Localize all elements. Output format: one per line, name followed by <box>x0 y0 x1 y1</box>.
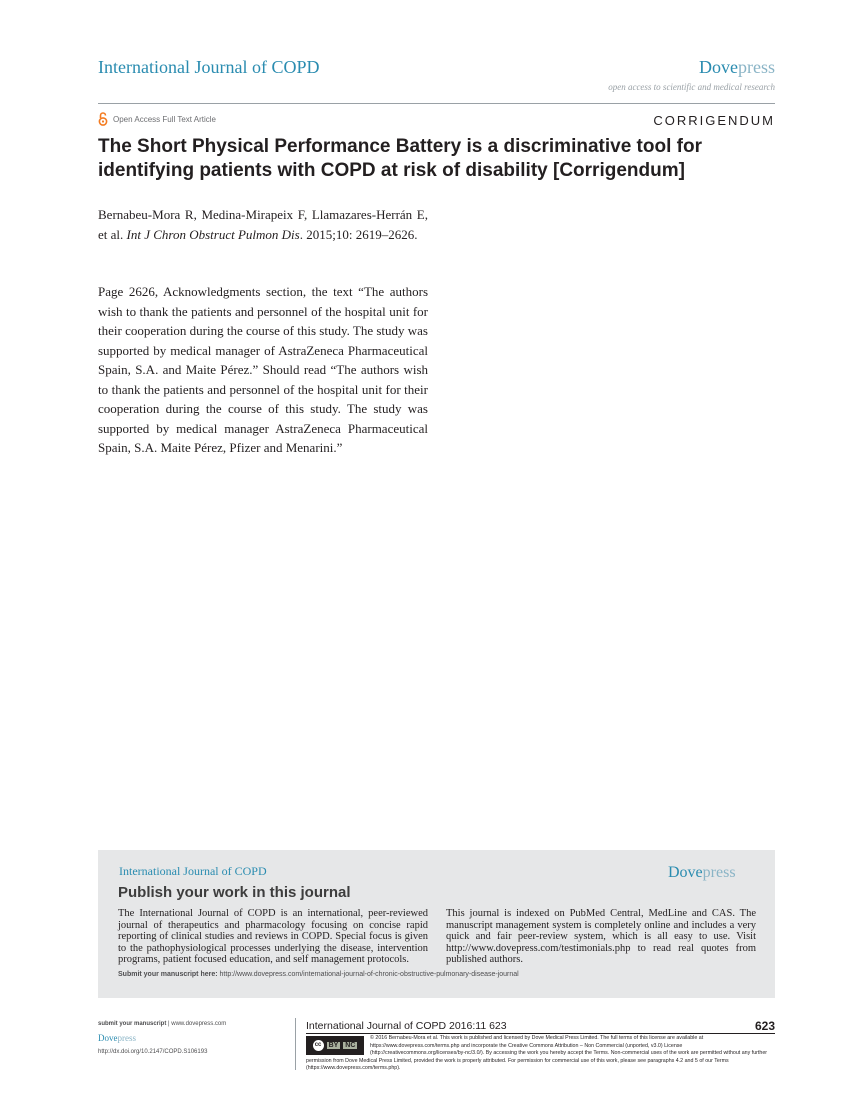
footer-dovepress-logo[interactable] <box>98 1033 136 1043</box>
footer-logo-dove: Dove <box>98 1033 118 1043</box>
creative-commons-badge-icon[interactable] <box>306 1036 364 1055</box>
dovepress-logo-dove: Dove <box>699 57 738 77</box>
cc-by-label: BY <box>328 1041 339 1049</box>
footer-citation: International Journal of COPD 2016:11 623 <box>306 1020 507 1032</box>
cc-nc-label: NC <box>345 1041 356 1049</box>
open-access-lock-icon <box>98 112 108 126</box>
license-text-block <box>306 1035 776 1073</box>
citation-rest: . 2015;10: 2619–2626. <box>299 226 418 242</box>
promo-logo-dove: Dove <box>668 864 703 881</box>
promo-submit-label: Submit your manuscript here: <box>118 971 218 978</box>
license-text: © 2016 Bernabeu-Mora et al. This work is published and licensed by Dove Medical Press Limited. The full terms of this license are available at https://www.dovepress.com/terms.php and incorporate the Creative Commons Attribution – Non Commercial (unported, v3.0) License (http://creativecommons.org/licenses/by-nc/3.0/). By accessing the work you hereby accept the Terms. Non-commercial uses of the work are permitted without any further permission from Dove Medical Press Limited, provided the work is properly attributed. For permission for commercial use of this work, please see paragraphs 4.2 and 5 of our Terms (https://www.dovepress.com/terms.php). <box>306 1035 768 1071</box>
footer-divider <box>295 1018 296 1070</box>
correction-paragraph: Page 2626, Acknowledgments section, the text “The authors wish to thank the patients and personnel of the hospital unit for their cooperation during the course of this study. The study was supported by medical manager of AstraZeneca Pharmaceutical Spain, S.A. and Maite Pérez.” Should read “The authors wish to thank the patients and personnel of the hospital unit for their cooperation during the course of this study. The study was supported by medical manager AstraZeneca Pharmaceutical Spain, S.A. Maite Pérez, Pfizer and Menarini.” <box>98 284 428 455</box>
footer-submit-label: submit your manuscript <box>98 1021 167 1027</box>
promo-heading: Publish your work in this journal <box>118 884 351 901</box>
cc-label: cc <box>313 1040 324 1051</box>
promo-right-text: This journal is indexed on PubMed Central, MedLine and CAS. The manuscript management system is completely online and includes a very quick and fair peer-review system, which is all easy to use. Visit http://www.dovepress.com/testimonials.php to read real quotes from published authors. <box>446 908 756 965</box>
journal-title: International Journal of COPD <box>98 57 320 77</box>
promo-dovepress-logo[interactable] <box>668 864 736 882</box>
citation <box>98 205 428 244</box>
page-number: 623 <box>754 1019 775 1033</box>
footer-rule <box>306 1033 775 1034</box>
citation-authors: Bernabeu-Mora R, Medina-Mirapeix F, Llamazares-Herrán E, et al. <box>98 207 428 242</box>
footer-submit-line: submit your manuscript | www.dovepress.com <box>98 1021 227 1027</box>
article-title: The Short Physical Performance Battery is a discriminative tool for identifying patients with COPD at risk of disability [Corrigendum] <box>98 136 702 181</box>
promo-logo-press: press <box>702 864 736 881</box>
promo-left-text: The International Journal of COPD is an international, peer-reviewed journal of therapeutics and pharmacology focusing on concise rapid reporting of clinical studies and reviews in COPD. Special focus is given to the pathophysiological processes underlying the disease, intervention programs, patient focused education, and self management protocols. <box>118 908 428 965</box>
footer-doi-link[interactable]: http://dx.doi.org/10.2147/COPD.S106193 <box>98 1049 208 1055</box>
footer-submit-link[interactable]: www.dovepress.com <box>171 1021 227 1027</box>
open-access-label <box>98 112 216 126</box>
dovepress-logo[interactable] <box>699 57 775 78</box>
promo-submit-line <box>118 971 519 978</box>
open-access-text: Open Access Full Text Article <box>113 114 217 124</box>
promo-submit-link[interactable]: http://www.dovepress.com/international-journal-of-chronic-obstructive-pulmonary-disease-journal <box>219 971 519 978</box>
dovepress-logo-press: press <box>738 57 775 77</box>
promo-journal-title: International Journal of COPD <box>119 864 267 878</box>
dovepress-tagline: open access to scientific and medical research <box>608 82 775 92</box>
citation-journal: Int J Chron Obstruct Pulmon Dis <box>126 226 300 242</box>
header-divider <box>98 103 775 104</box>
article-type: CORRIGENDUM <box>653 113 775 128</box>
footer-logo-press: press <box>117 1033 136 1043</box>
